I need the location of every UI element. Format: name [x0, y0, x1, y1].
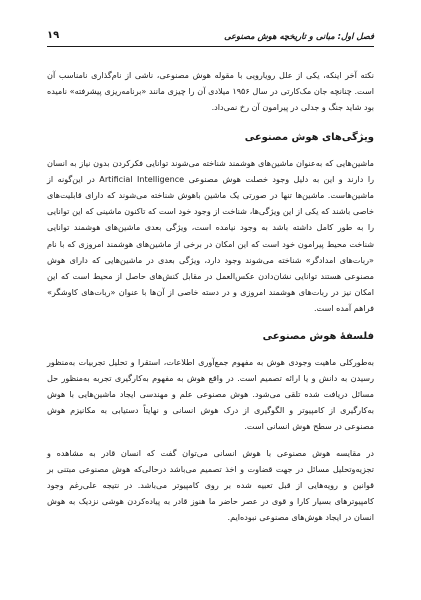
features-paragraph: ماشین‌هایی که به‌عنوان ماشین‌های هوشمند شناخته می‌شوند توانایی فکرکردن بدون نیاز به انسان را دارند و این به دلیل وجود خصلت هوش مصنوعی Artificial Intelligence در این‌گونه از ماشین‌هاست. ماشین‌ها تنها در صورتی یک ماشین باهوش شناخته می‌شوند که دارای قابلیت‌های خاصی باشند که یکی از این ویژگی‌ها، شناخت از وجود خود است که تاکنون ماشینی که این توانایی را به طور کامل داشته باشد به وجود نیامده است، ویژگی بعدی ماشین‌های هوشمند توانایی شناخت محیط پیرامون خود است که این امکان در برخی از ماشین‌های هوشمند امروزی که با نام «ربات‌های امدادگر» شناخته می‌شوند وجود دارد، ویژگی بعدی در ماشین‌هایی که دارای هوش مصنوعی هستند توانایی نشان‌دادن عکس‌العمل در مقابل کنش‌های حاصل از محیط است که این امکان نیز در ربات‌های هوشمند امروزی و در دسته خاصی از آن‌ها با عنوان «ربات‌های کاوشگر» فراهم آمده است. [47, 157, 374, 314]
header-rule [47, 46, 374, 47]
running-header [47, 28, 374, 44]
section-heading-features: ویژگی‌های هوش مصنوعی [244, 131, 374, 143]
comparison-paragraph: در مقایسه هوش مصنوعی با هوش انسانی می‌توان گفت که انسان قادر به مشاهده و تجزیه‌وتحلیل مسائل در جهت قضاوت و اخذ تصمیم می‌باشد درحالی‌که هوش مصنوعی مبتنی بر قوانین و رویه‌هایی از قبل تعبیه شده بر روی کامپیوتر می‌باشد. در نتیجه علی‌رغم وجود کامپیوترهای بسیار کارا و قوی در عصر حاضر ما هنوز قادر به پیاده‌کردن هوشی نزدیک به هوش انسان در ایجاد هوش‌های مصنوعی نبوده‌ایم. [47, 447, 374, 523]
page-content [47, 67, 374, 526]
section-heading-philosophy: فلسفهٔ هوش مصنوعی [262, 330, 374, 342]
intro-paragraph: نکته آخر اینکه، یکی از علل رویارویی با مقوله هوش مصنوعی، ناشی از نام‌گذاری نامناسب آن است. چنانچه جان مک‌کارتی در سال ۱۹۵۶ میلادی آن را چیزی مانند «برنامه‌ریزی پیشرفته» نامیده بود شاید جنگ و جدلی در پیرامون آن رخ نمی‌داد. [47, 70, 374, 113]
philosophy-paragraph: به‌طورکلی ماهیت وجودی هوش به مفهوم جمع‌آوری اطلاعات، استقرا و تحلیل تجربیات به‌منظور رسیدن به دانش و یا ارائه تصمیم است. در واقع هوش به مفهوم به‌کارگیری تجربه به‌منظور حل مسائل دریافت شده تلقی می‌شود. هوش مصنوعی علم و مهندسی ایجاد ماشین‌هایی با هوش به‌کارگیری از کامپیوتر و الگوگیری از درک هوش انسانی و نهایتاً دستیابی به مکانیزم هوش مصنوعی در سطح هوش انسانی است. [47, 356, 374, 432]
chapter-title: فصل اول: مبانی و تاریخچه هوش مصنوعی [224, 31, 374, 41]
page-number: ۱۹ [47, 30, 60, 41]
